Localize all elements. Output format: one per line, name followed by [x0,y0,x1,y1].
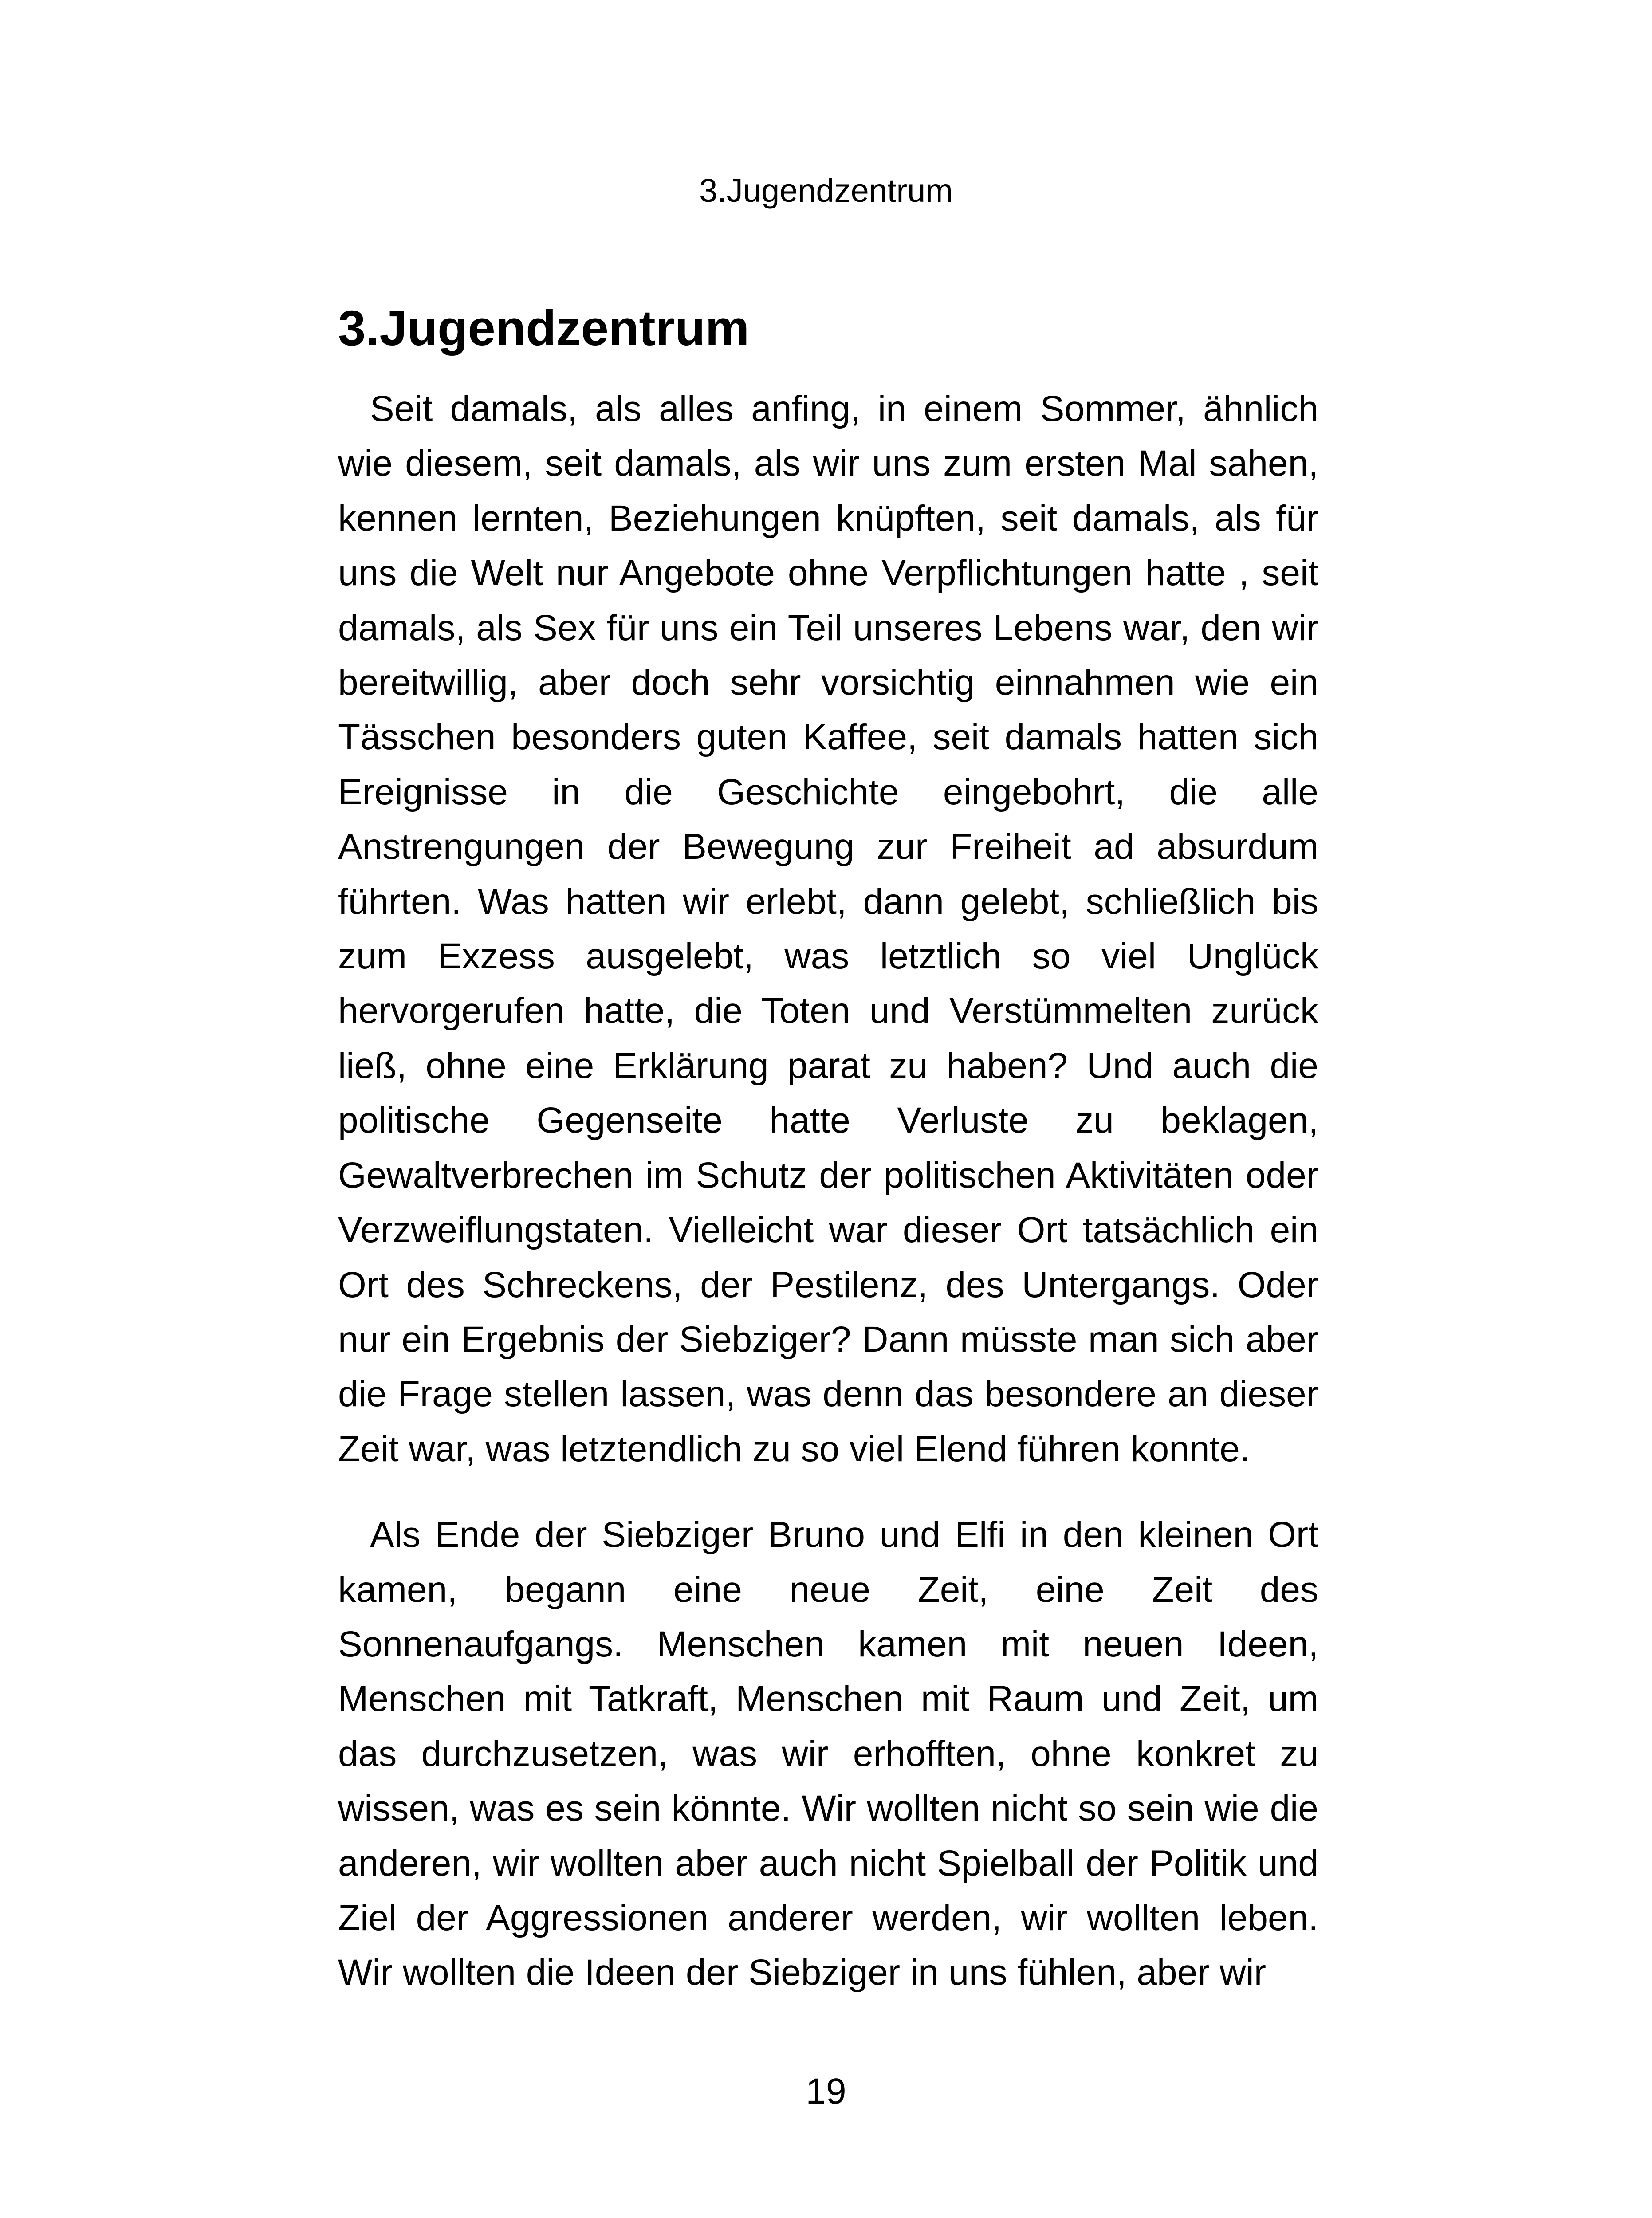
body-paragraph-1: Seit damals, als alles anfing, in einem Sommer, ähnlich wie diesem, seit damals, als wir uns zum ersten Mal sahen, kennen lernten, Beziehungen knüpften, seit damals, als für uns die Welt nur Angebote ohne Verpflichtungen hatte , seit damals, als Sex für uns ein Teil unseres Lebens war, den wir bereitwillig, aber doch sehr vorsichtig einnahmen wie ein Tässchen besonders guten Kaffee, seit damals hatten sich Ereignisse in die Geschichte eingebohrt, die alle Anstrengungen der Bewegung zur Freiheit ad absurdum führten. Was hatten wir erlebt, dann gelebt, schließlich bis zum Exzess ausgelebt, was letztlich so viel Unglück hervorgerufen hatte, die Toten und Verstümmelten zurück ließ, ohne eine Erklärung parat zu haben? Und auch die politische Gegenseite hatte Verluste zu beklagen, Gewaltverbrechen im Schutz der politischen Aktivitäten oder Verzweiflungstaten. Vielleicht war dieser Ort tatsächlich ein Ort des Schreckens, der Pestilenz, des Untergangs. Oder nur ein Ergebnis der Siebziger? Dann müsste man sich aber die Frage stellen lassen, was denn das besondere an dieser Zeit war, was letztendlich zu so viel Elend führen konnte. [338,389,1318,1469]
chapter-title: 3.Jugendzentrum [338,300,750,356]
page-number: 19 [806,2071,846,2112]
running-header: 3.Jugendzentrum [699,172,953,209]
page-content [338,293,1318,2000]
body-paragraph-2: Als Ende der Siebziger Bruno und Elfi in den kleinen Ort kamen, begann eine neue Zeit, eine Zeit des Sonnenaufgangs. Menschen kamen mit neuen Ideen, Menschen mit Tatkraft, Menschen mit Raum und Zeit, um das durchzusetzen, was wir erhofften, ohne konkret zu wissen, was es sein könnte. Wir wollten nicht so sein wie die anderen, wir wollten aber auch nicht Spielball der Politik und Ziel der Aggressionen anderer werden, wir wollten leben. Wir wollten die Ideen der Siebziger in uns fühlen, aber wir [338,1514,1318,1993]
